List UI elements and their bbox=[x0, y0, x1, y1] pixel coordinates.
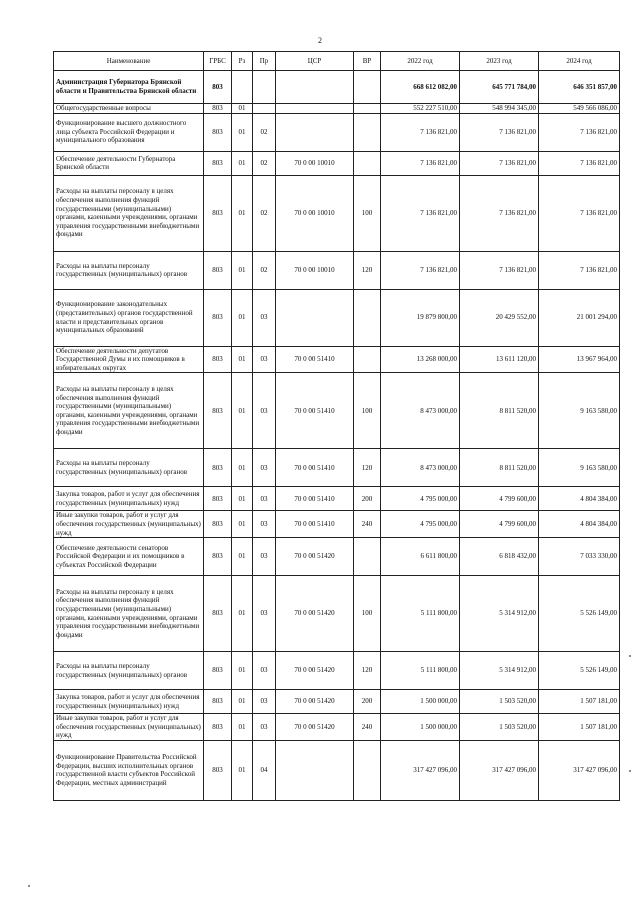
cell-2023: 7 136 821,00 bbox=[460, 151, 539, 175]
cell-csr: 70 0 00 51410 bbox=[276, 487, 354, 511]
cell-name: Функционирование законодательных (представительных) органов государственной власти и представительных органов муниципальных образований bbox=[54, 289, 204, 346]
cell-name: Обеспечение деятельности депутатов Государственной Думы и их помощников в избирательных округах bbox=[54, 346, 204, 373]
cell-csr bbox=[276, 113, 354, 151]
cell-rz: 01 bbox=[232, 251, 253, 289]
cell-grbs: 803 bbox=[204, 714, 232, 741]
cell-rz: 01 bbox=[232, 714, 253, 741]
table-row bbox=[54, 346, 620, 373]
cell-2024: 7 136 821,00 bbox=[539, 175, 620, 251]
cell-vr: 100 bbox=[354, 175, 381, 251]
table-row bbox=[54, 449, 620, 487]
cell-2022: 5 111 800,00 bbox=[381, 652, 460, 690]
cell-rz: 01 bbox=[232, 538, 253, 576]
cell-grbs: 803 bbox=[204, 511, 232, 538]
cell-name: Обеспечение деятельности Губернатора Брянской области bbox=[54, 151, 204, 175]
cell-2023: 20 429 552,00 bbox=[460, 289, 539, 346]
table-row bbox=[54, 740, 620, 800]
cell-2024: 5 526 149,00 bbox=[539, 652, 620, 690]
budget-table bbox=[53, 51, 620, 801]
cell-name: Иные закупки товаров, работ и услуг для обеспечения государственных (муниципальных) нужд bbox=[54, 511, 204, 538]
cell-csr: 70 0 00 51420 bbox=[276, 576, 354, 652]
cell-grbs: 803 bbox=[204, 690, 232, 714]
cell-2024: 9 163 580,00 bbox=[539, 449, 620, 487]
cell-csr: 70 0 00 51420 bbox=[276, 690, 354, 714]
cell-name: Расходы на выплаты персоналу в целях обеспечения выполнения функций государственными (муниципальными) органами, казенными учреждениями, органами управления государственными внебюджетными фондами bbox=[54, 576, 204, 652]
table-row bbox=[54, 71, 620, 104]
table-row bbox=[54, 714, 620, 741]
cell-2023: 1 503 520,00 bbox=[460, 714, 539, 741]
cell-name: Иные закупки товаров, работ и услуг для обеспечения государственных (муниципальных) нужд bbox=[54, 714, 204, 741]
header-vr: ВР bbox=[354, 52, 381, 71]
header-pr: Пр bbox=[253, 52, 276, 71]
cell-2022: 7 136 821,00 bbox=[381, 175, 460, 251]
scan-speck bbox=[629, 770, 631, 772]
cell-pr: 03 bbox=[253, 714, 276, 741]
cell-csr: 70 0 00 51410 bbox=[276, 346, 354, 373]
cell-2022: 8 473 000,00 bbox=[381, 373, 460, 449]
cell-rz: 01 bbox=[232, 151, 253, 175]
cell-csr: 70 0 00 51410 bbox=[276, 449, 354, 487]
cell-vr: 100 bbox=[354, 576, 381, 652]
cell-rz: 01 bbox=[232, 576, 253, 652]
cell-vr bbox=[354, 538, 381, 576]
cell-pr: 02 bbox=[253, 151, 276, 175]
cell-vr: 120 bbox=[354, 652, 381, 690]
cell-pr bbox=[253, 71, 276, 104]
cell-rz: 01 bbox=[232, 690, 253, 714]
cell-vr bbox=[354, 104, 381, 114]
cell-grbs: 803 bbox=[204, 113, 232, 151]
cell-grbs: 803 bbox=[204, 346, 232, 373]
cell-vr: 200 bbox=[354, 487, 381, 511]
table-row bbox=[54, 175, 620, 251]
cell-name: Расходы на выплаты персоналу государственных (муниципальных) органов bbox=[54, 449, 204, 487]
cell-pr: 03 bbox=[253, 487, 276, 511]
scan-speck bbox=[629, 655, 631, 657]
cell-2022: 6 611 800,00 bbox=[381, 538, 460, 576]
header-2023: 2023 год bbox=[460, 52, 539, 71]
cell-2024: 5 526 149,00 bbox=[539, 576, 620, 652]
cell-2024: 7 136 821,00 bbox=[539, 113, 620, 151]
cell-2022: 1 500 000,00 bbox=[381, 714, 460, 741]
cell-2024: 4 804 384,00 bbox=[539, 511, 620, 538]
cell-csr: 70 0 00 51420 bbox=[276, 538, 354, 576]
header-2022: 2022 год bbox=[381, 52, 460, 71]
table-row bbox=[54, 104, 620, 114]
cell-pr bbox=[253, 104, 276, 114]
cell-2022: 1 500 000,00 bbox=[381, 690, 460, 714]
cell-rz: 01 bbox=[232, 104, 253, 114]
cell-2022: 7 136 821,00 bbox=[381, 251, 460, 289]
cell-rz: 01 bbox=[232, 487, 253, 511]
table-row bbox=[54, 511, 620, 538]
cell-vr: 240 bbox=[354, 511, 381, 538]
cell-grbs: 803 bbox=[204, 104, 232, 114]
cell-grbs: 803 bbox=[204, 652, 232, 690]
cell-rz: 01 bbox=[232, 373, 253, 449]
cell-2022: 552 227 510,00 bbox=[381, 104, 460, 114]
cell-name: Расходы на выплаты персоналу в целях обеспечения выполнения функций государственными (муниципальными) органами, казенными учреждениями, органами управления государственными внебюджетными фондами bbox=[54, 175, 204, 251]
cell-csr bbox=[276, 740, 354, 800]
cell-2024: 21 001 294,00 bbox=[539, 289, 620, 346]
cell-pr: 03 bbox=[253, 652, 276, 690]
cell-grbs: 803 bbox=[204, 487, 232, 511]
cell-2023: 5 314 912,00 bbox=[460, 652, 539, 690]
table-row bbox=[54, 113, 620, 151]
cell-pr: 03 bbox=[253, 690, 276, 714]
cell-2024: 549 566 086,00 bbox=[539, 104, 620, 114]
cell-csr: 70 0 00 51410 bbox=[276, 373, 354, 449]
cell-2023: 8 811 520,00 bbox=[460, 449, 539, 487]
cell-csr: 70 0 00 10010 bbox=[276, 151, 354, 175]
cell-name: Обеспечение деятельности сенаторов Российской Федерации и их помощников в субъектах Российской Федерации bbox=[54, 538, 204, 576]
cell-2023: 6 818 432,00 bbox=[460, 538, 539, 576]
cell-2024: 7 136 821,00 bbox=[539, 151, 620, 175]
cell-2023: 7 136 821,00 bbox=[460, 113, 539, 151]
cell-grbs: 803 bbox=[204, 373, 232, 449]
cell-pr: 03 bbox=[253, 346, 276, 373]
cell-grbs: 803 bbox=[204, 251, 232, 289]
table-row bbox=[54, 576, 620, 652]
cell-pr: 02 bbox=[253, 251, 276, 289]
cell-csr bbox=[276, 289, 354, 346]
cell-2022: 317 427 096,00 bbox=[381, 740, 460, 800]
cell-2024: 9 163 580,00 bbox=[539, 373, 620, 449]
cell-csr: 70 0 00 51410 bbox=[276, 511, 354, 538]
cell-2023: 317 427 096,00 bbox=[460, 740, 539, 800]
cell-2023: 1 503 520,00 bbox=[460, 690, 539, 714]
cell-2022: 4 795 000,00 bbox=[381, 511, 460, 538]
cell-csr: 70 0 00 10010 bbox=[276, 175, 354, 251]
cell-csr: 70 0 00 51420 bbox=[276, 714, 354, 741]
cell-vr bbox=[354, 346, 381, 373]
cell-2023: 4 799 600,00 bbox=[460, 487, 539, 511]
cell-rz: 01 bbox=[232, 346, 253, 373]
table-row bbox=[54, 373, 620, 449]
cell-2022: 5 111 800,00 bbox=[381, 576, 460, 652]
cell-2024: 7 033 330,00 bbox=[539, 538, 620, 576]
header-csr: ЦСР bbox=[276, 52, 354, 71]
cell-2024: 646 351 857,00 bbox=[539, 71, 620, 104]
cell-csr: 70 0 00 51420 bbox=[276, 652, 354, 690]
cell-name: Функционирование Правительства Российской Федерации, высших исполнительных органов государственной власти субъектов Российской Федерации, местных администраций bbox=[54, 740, 204, 800]
cell-vr: 120 bbox=[354, 251, 381, 289]
header-2024: 2024 год bbox=[539, 52, 620, 71]
cell-rz: 01 bbox=[232, 449, 253, 487]
cell-2022: 4 795 000,00 bbox=[381, 487, 460, 511]
cell-pr: 03 bbox=[253, 576, 276, 652]
cell-rz: 01 bbox=[232, 289, 253, 346]
cell-vr bbox=[354, 71, 381, 104]
cell-vr bbox=[354, 151, 381, 175]
cell-2023: 548 994 345,00 bbox=[460, 104, 539, 114]
cell-grbs: 803 bbox=[204, 71, 232, 104]
cell-rz bbox=[232, 71, 253, 104]
cell-vr: 120 bbox=[354, 449, 381, 487]
cell-rz: 01 bbox=[232, 511, 253, 538]
table-row bbox=[54, 652, 620, 690]
scan-speck bbox=[28, 885, 30, 887]
cell-pr: 03 bbox=[253, 289, 276, 346]
cell-rz: 01 bbox=[232, 175, 253, 251]
cell-2022: 7 136 821,00 bbox=[381, 113, 460, 151]
cell-2024: 4 804 384,00 bbox=[539, 487, 620, 511]
cell-grbs: 803 bbox=[204, 576, 232, 652]
cell-2022: 19 879 800,00 bbox=[381, 289, 460, 346]
page-number: 2 bbox=[318, 36, 322, 45]
cell-2023: 13 611 120,00 bbox=[460, 346, 539, 373]
cell-2023: 7 136 821,00 bbox=[460, 175, 539, 251]
cell-name: Закупка товаров, работ и услуг для обеспечения государственных (муниципальных) нужд bbox=[54, 487, 204, 511]
cell-2023: 5 314 912,00 bbox=[460, 576, 539, 652]
cell-rz: 01 bbox=[232, 740, 253, 800]
cell-pr: 02 bbox=[253, 175, 276, 251]
header-rz: Рз bbox=[232, 52, 253, 71]
cell-pr: 04 bbox=[253, 740, 276, 800]
cell-pr: 03 bbox=[253, 538, 276, 576]
cell-2024: 13 967 964,00 bbox=[539, 346, 620, 373]
cell-vr bbox=[354, 113, 381, 151]
table-row bbox=[54, 151, 620, 175]
table-row bbox=[54, 690, 620, 714]
cell-pr: 02 bbox=[253, 113, 276, 151]
cell-grbs: 803 bbox=[204, 449, 232, 487]
table-header-row bbox=[54, 52, 620, 71]
cell-grbs: 803 bbox=[204, 538, 232, 576]
cell-2022: 7 136 821,00 bbox=[381, 151, 460, 175]
cell-2023: 645 771 784,00 bbox=[460, 71, 539, 104]
cell-name: Общегосударственные вопросы bbox=[54, 104, 204, 114]
table-row bbox=[54, 251, 620, 289]
cell-2023: 7 136 821,00 bbox=[460, 251, 539, 289]
header-name: Наименование bbox=[54, 52, 204, 71]
cell-name: Функционирование высшего должностного лица субъекта Российской Федерации и муниципального образования bbox=[54, 113, 204, 151]
cell-vr: 200 bbox=[354, 690, 381, 714]
table-row bbox=[54, 487, 620, 511]
cell-csr bbox=[276, 71, 354, 104]
cell-vr: 240 bbox=[354, 714, 381, 741]
cell-vr bbox=[354, 289, 381, 346]
cell-2023: 4 799 600,00 bbox=[460, 511, 539, 538]
cell-2022: 13 268 000,00 bbox=[381, 346, 460, 373]
cell-vr bbox=[354, 740, 381, 800]
cell-2024: 317 427 096,00 bbox=[539, 740, 620, 800]
cell-2022: 8 473 000,00 bbox=[381, 449, 460, 487]
cell-csr bbox=[276, 104, 354, 114]
cell-grbs: 803 bbox=[204, 175, 232, 251]
cell-2022: 668 612 082,00 bbox=[381, 71, 460, 104]
cell-pr: 03 bbox=[253, 373, 276, 449]
cell-vr: 100 bbox=[354, 373, 381, 449]
cell-csr: 70 0 00 10010 bbox=[276, 251, 354, 289]
cell-grbs: 803 bbox=[204, 740, 232, 800]
header-grbs: ГРБС bbox=[204, 52, 232, 71]
table-row bbox=[54, 289, 620, 346]
cell-rz: 01 bbox=[232, 113, 253, 151]
table-row bbox=[54, 538, 620, 576]
cell-grbs: 803 bbox=[204, 289, 232, 346]
cell-2024: 1 507 181,00 bbox=[539, 714, 620, 741]
cell-pr: 03 bbox=[253, 511, 276, 538]
cell-2024: 7 136 821,00 bbox=[539, 251, 620, 289]
cell-name: Расходы на выплаты персоналу в целях обеспечения выполнения функций государственными (муниципальными) органами, казенными учреждениями, органами управления государственными внебюджетными фондами bbox=[54, 373, 204, 449]
cell-grbs: 803 bbox=[204, 151, 232, 175]
cell-name: Расходы на выплаты персоналу государственных (муниципальных) органов bbox=[54, 652, 204, 690]
cell-name: Расходы на выплаты персоналу государственных (муниципальных) органов bbox=[54, 251, 204, 289]
cell-pr: 03 bbox=[253, 449, 276, 487]
cell-2023: 8 811 520,00 bbox=[460, 373, 539, 449]
cell-name: Администрация Губернатора Брянской области и Правительства Брянской области bbox=[54, 71, 204, 104]
cell-2024: 1 507 181,00 bbox=[539, 690, 620, 714]
cell-rz: 01 bbox=[232, 652, 253, 690]
cell-name: Закупка товаров, работ и услуг для обеспечения государственных (муниципальных) нужд bbox=[54, 690, 204, 714]
